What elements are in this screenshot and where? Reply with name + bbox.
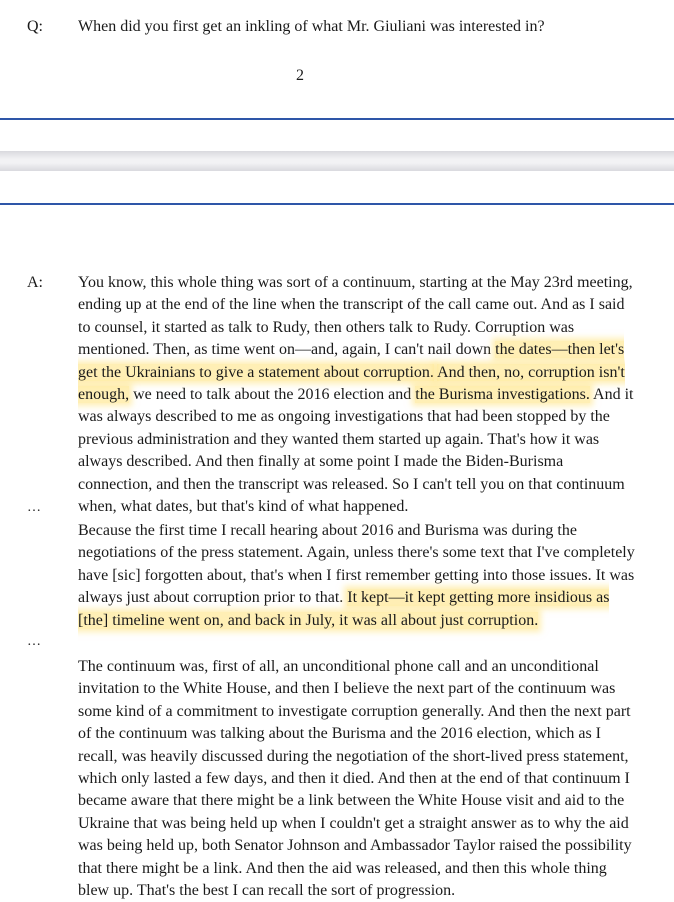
question-label: Q:: [27, 18, 43, 35]
page-number: 2: [296, 67, 304, 84]
highlight-dates: the dates—then let's get the Ukrainians to give a statement about corruption.: [78, 341, 625, 381]
answer-paragraph-1-text-b: we need to talk about the 2016 election and: [129, 386, 416, 404]
answer-paragraph-2-text: Because the first time I recall hearing about 2016 and Burisma was during the negotiations of the press statement. Again, unless there's some text that I've completely have [sic] forgotten about, that's when I first remember getting into those issues. It was always just about corruption prior to that.: [78, 522, 635, 607]
answer-label: A:: [27, 274, 43, 291]
answer-paragraph-1-text-c: And it was always described to me as ongoing investigations that had been stopped by the previous administration and they wanted them started up again. That's how it was always described. And then finally at some point I made the Biden-Burisma connection, and then the transcript was released. So I can't tell you on that continuum when, what dates, but that's kind of what happened.: [78, 386, 634, 516]
page-break-band: [0, 151, 674, 171]
highlight-insidious: It kept—it kept getting more insidious as [the] timeline went on, and back in July, it was all about just corruption.: [78, 589, 610, 629]
question-text: When did you first get an inkling of what Mr. Giuliani was interested in?: [78, 18, 545, 35]
answer-paragraph-3: [78, 656, 638, 902]
ellipsis-1: …: [27, 500, 42, 515]
answer-paragraph-1: [78, 272, 638, 518]
page-break-top-rule: [0, 118, 674, 120]
highlight-burisma-investigations: the Burisma investigations.: [415, 386, 590, 404]
page-break-bottom-rule: [0, 203, 674, 205]
answer-paragraph-1-text-a: You know, this whole thing was sort of a continuum, starting at the May 23rd meeting, ending up at the end of the line when the transcript of the call came out. And as I said to counsel, it started as talk to Rudy, then others talk to Rudy. Corruption was mentioned. Then, as time went on—and, again, I can't nail down: [78, 274, 633, 359]
highlight-corruption-not-enough: And then, no, corruption isn't enough,: [78, 363, 625, 404]
answer-paragraph-2: [78, 520, 638, 632]
ellipsis-2: …: [27, 634, 42, 649]
answer-paragraph-3-text: The continuum was, first of all, an unconditional phone call and an unconditional invitation to the White House, and then I believe the next part of the continuum was some kind of a commitment to investigate corruption generally. And then the next part of the continuum was talking about the Burisma and the 2016 election, which as I recall, was heavily discussed during the negotiation of the short-lived press statement, which only lasted a few days, and then it died. And then at the end of that continuum I became aware that there might be a link between the White House visit and aid to the Ukraine that was being held up when I couldn't get a straight answer as to why the aid was being held up, both Senator Johnson and Ambassador Taylor raised the possibility that there might be a link. And then the aid was released, and then this whole thing blew up. That's the best I can recall the sort of progression.: [78, 658, 632, 900]
